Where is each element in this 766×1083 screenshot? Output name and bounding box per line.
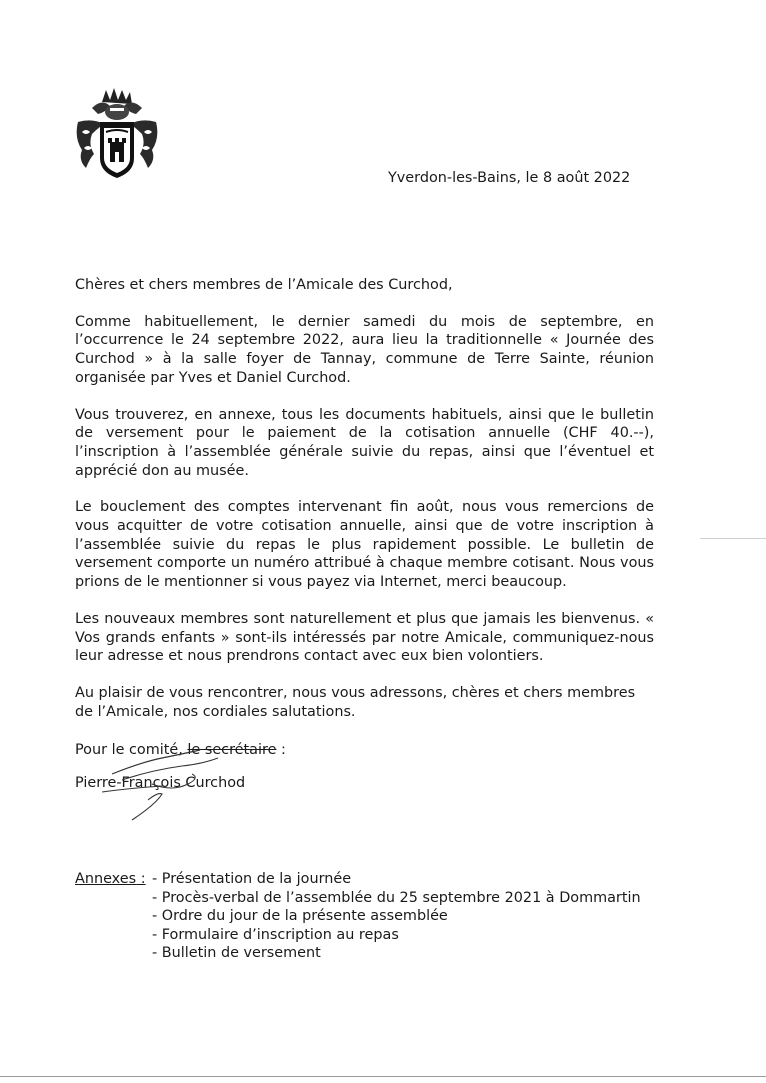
scan-edge (0, 1076, 766, 1077)
signatory-name: Pierre-François Curchod (75, 775, 246, 791)
annex-item: - Procès-verbal de l’assemblée du 25 septembre 2021 à Dommartin (152, 889, 641, 908)
committee-prefix: Pour le comité, (75, 742, 188, 758)
dateline: Yverdon-les-Bains, le 8 août 2022 (388, 170, 631, 186)
paragraph-salutations: Au plaisir de vous rencontrer, nous vous adressons, chères et chers membres de l’Amicale, nos cordiales salutations. (75, 684, 636, 720)
paragraph-documents: Vous trouverez, en annexe, tous les documents habituels, ainsi que le bulletin de versement pour le paiement de la cotisation annuelle (CHF 40.--), l’inscription à l’assemblée générale suivie du repas, ainsi que l’éventuel et apprécié don au musée. (75, 406, 654, 479)
annexes-list (152, 870, 641, 963)
annex-item: - Présentation de la journée (152, 870, 641, 889)
annexes-label: Annexes : (75, 871, 146, 887)
scan-artifact (700, 538, 766, 539)
signature-committee-line (75, 740, 286, 760)
annex-item: - Bulletin de versement (152, 944, 641, 963)
signature-block (75, 740, 286, 793)
annex-item: - Ordre du jour de la présente assemblée (152, 907, 641, 926)
paragraph-journee: Comme habituellement, le dernier samedi du mois de septembre, en l’occurrence le 24 septembre 2022, aura lieu la traditionnelle « Journée des Curchod » à la salle foyer de Tannay, commune de Terre Sainte, réunion organisée par Yves et Daniel Curchod. (75, 313, 654, 386)
struck-title: le secrétaire (187, 742, 277, 758)
paragraph-nouveaux-membres: Les nouveaux membres sont naturellement et plus que jamais les bienvenus. « Vos grands enfants » sont-ils intéressés par notre Amicale, communiquez-nous leur adresse et nous prendrons contact avec eux bien volontiers. (75, 610, 654, 665)
committee-suffix: : (276, 742, 286, 758)
letter-body (75, 276, 654, 721)
annex-item: - Formulaire d’inscription au repas (152, 926, 641, 945)
paragraph-cotisation: Le bouclement des comptes intervenant fin août, nous vous remercions de vous acquitter de votre cotisation annuelle, ainsi que de votre inscription à l’assemblée suivie du repas le plus rapidement possible. Le bulletin de versement comporte un numéro attribué à chaque membre cotisant. Nous vous prions de le mentionner si vous payez via Internet, merci beaucoup. (75, 499, 654, 591)
salutation: Chères et chers membres de l’Amicale des Curchod, (75, 277, 453, 293)
family-coat-of-arms-icon (72, 88, 162, 180)
